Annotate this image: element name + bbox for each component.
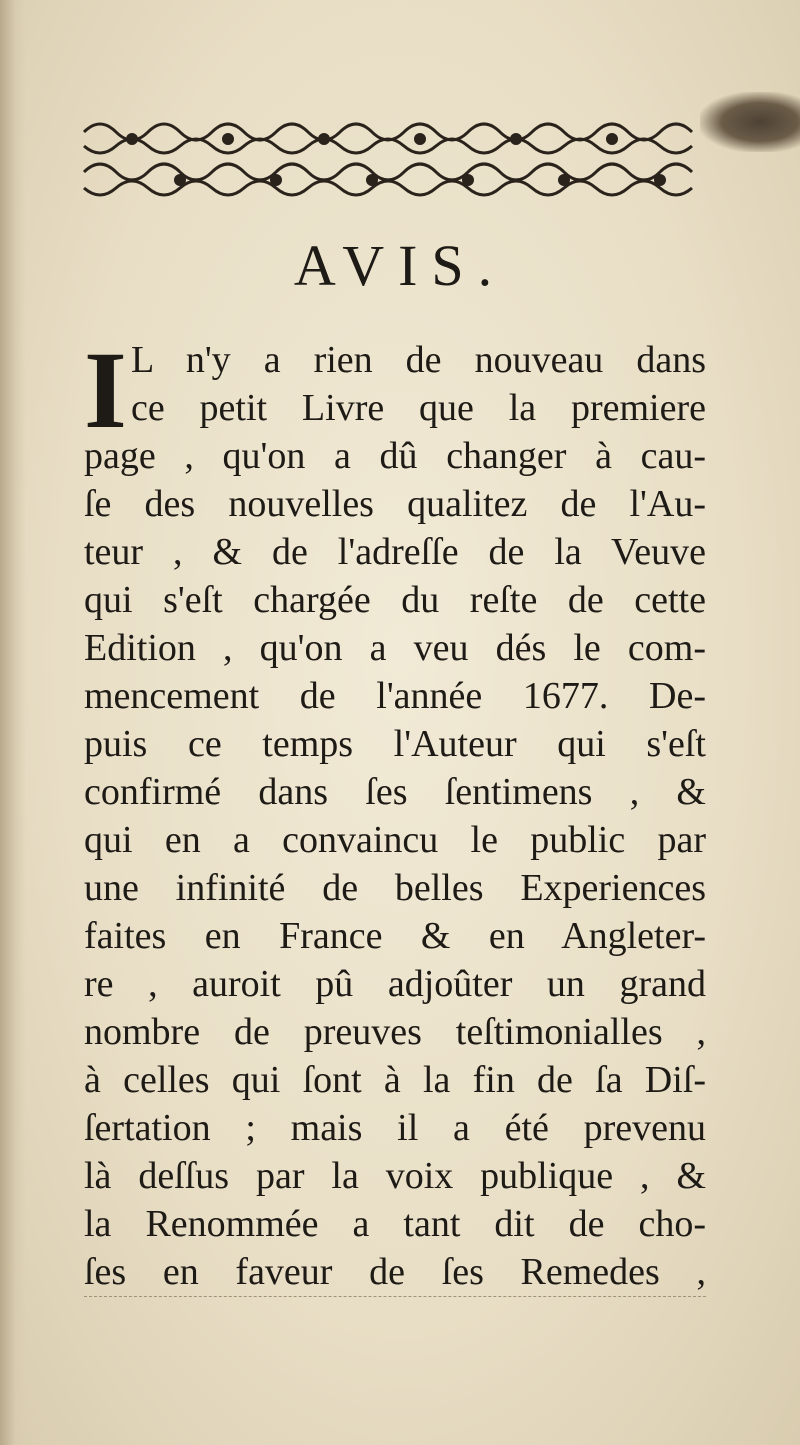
text-line: puis ce temps l'Auteur qui s'eſt: [84, 723, 706, 765]
text-line: Edition , qu'on a veu dés le com-: [84, 627, 706, 669]
text-line: ſe des nouvelles qualitez de l'Au-: [84, 483, 706, 525]
body-text: [84, 329, 706, 1296]
text-line: une infinité de belles Experiences: [84, 867, 706, 909]
text-line: teur , & de l'adreſſe de la Veuve: [84, 531, 706, 573]
page-bottom-rule: [84, 1296, 706, 1297]
ink-stain: [700, 92, 800, 152]
text-line: qui en a convaincu le public par: [84, 819, 706, 861]
text-line: la Renommée a tant dit de cho-: [84, 1203, 706, 1245]
text-line: qui s'eſt chargée du reſte de cette: [84, 579, 706, 621]
binding-gutter: [0, 0, 26, 1445]
drop-cap: I: [84, 329, 127, 451]
text-line: ſes en faveur de ſes Remedes ,: [84, 1251, 706, 1293]
text-line: ſertation ; mais il a été prevenu: [84, 1107, 706, 1149]
text-line: L n'y a rien de nouveau dans: [131, 339, 706, 381]
text-line: mencement de l'année 1677. De-: [84, 675, 706, 717]
text-line: re , auroit pû adjoûter un grand: [84, 963, 706, 1005]
text-line: confirmé dans ſes ſentimens , &: [84, 771, 706, 813]
text-line: nombre de preuves teſtimonialles ,: [84, 1011, 706, 1053]
page-title: AVIS.: [293, 233, 507, 298]
text-line: faites en France & en Angleter-: [84, 915, 706, 957]
text-line: page , qu'on a dû changer à cau-: [84, 435, 706, 477]
text-line: là deſſus par la voix publique , &: [84, 1155, 706, 1197]
text-line: ce petit Livre que la premiere: [131, 387, 706, 429]
fleuron-headband-icon: [80, 110, 700, 200]
text-line: à celles qui ſont à la fin de ſa Diſ-: [84, 1059, 706, 1101]
